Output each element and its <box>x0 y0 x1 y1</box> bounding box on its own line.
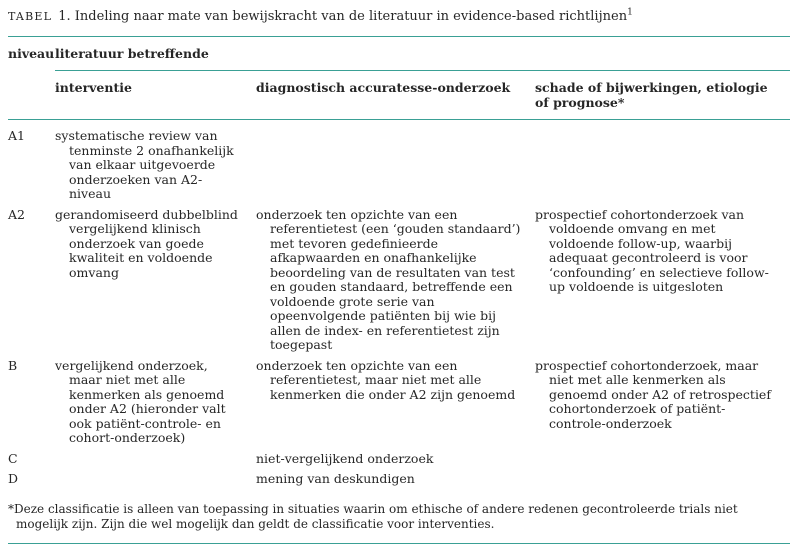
header-row-1 <box>8 37 790 71</box>
table-title-text: Indeling naar mate van bewijskracht van de literatuur in evidence-based richtlijnen <box>74 9 628 24</box>
interventie-cell: vergelijkend onderzoek, maar niet met alle kenmerken als genoemd onder A2 (hieronder valt ook patiënt-controle- en cohort-onderzoek) <box>55 357 226 445</box>
table-label: TABEL <box>8 10 53 23</box>
table-row-d <box>8 472 790 487</box>
interventie-header: interventie <box>55 80 132 95</box>
diagnostisch-cell: niet-vergelijkend onderzoek <box>256 450 434 466</box>
table-body <box>8 120 790 487</box>
schade-cell <box>535 129 790 202</box>
bottom-rule <box>8 543 790 544</box>
table-row-a1 <box>8 129 790 202</box>
schade-cell: prospectief cohortonderzoek, maar niet met alle kenmerken als genoemd onder A2 of retrospectief cohortonderzoek of patiënt-controle-onderzoek <box>535 357 771 431</box>
schade-cell: prospectief cohortonderzoek van voldoende omvang en met voldoende follow-up, waarbij adequaat gecontroleerd is voor ‘confounding’ en selectieve follow-up voldoende is uitgesloten <box>535 206 769 294</box>
niveau-cell: B <box>8 357 18 373</box>
schade-header: schade of bijwerkingen, etiologie of prognose* <box>535 80 768 110</box>
niveau-cell: C <box>8 450 18 466</box>
diagnostisch-cell: mening van deskundigen <box>256 471 415 486</box>
table-row-b <box>8 359 790 446</box>
diagnostisch-header: diagnostisch accuratesse-onderzoek <box>256 80 511 95</box>
table-number: 1. <box>58 9 71 24</box>
table-row-a2 <box>8 208 790 353</box>
schade-cell <box>535 452 790 467</box>
interventie-cell: gerandomiseerd dubbelblind vergelijkend klinisch onderzoek van goede kwaliteit en voldoende omvang <box>55 206 238 280</box>
table-row-c <box>8 452 790 467</box>
span-header: literatuur betreffende <box>55 37 790 71</box>
niveau-header: niveau <box>8 46 55 61</box>
table-footnote: *Deze classificatie is alleen van toepassing in situaties waarin om ethische of andere redenen gecontroleerde trials niet mogelijk zijn. Zijn die wel mogelijk dan geldt de classificatie voor interventies. <box>8 501 738 531</box>
diagnostisch-cell: onderzoek ten opzichte van een referentietest (een ‘gouden standaard’) met tevoren gedefinieerde afkapwaarden en onafhankelijke beoordeling van de resultaten van test en gouden standaard, betreffende een voldoende grote serie van opeenvolgende patiënten bij wie bij allen de index- en referentietest zijn toegepast <box>256 206 521 352</box>
niveau-cell: D <box>8 471 19 486</box>
niveau-cell: A1 <box>8 128 25 143</box>
interventie-cell <box>55 452 256 467</box>
table-title <box>8 8 790 26</box>
header-spacer <box>8 71 55 119</box>
header-row-2 <box>8 71 790 119</box>
niveau-cell: A2 <box>8 206 25 222</box>
interventie-cell <box>55 472 256 487</box>
schade-cell <box>535 472 790 487</box>
diagnostisch-cell <box>256 129 535 202</box>
diagnostisch-cell: onderzoek ten opzichte van een referentietest, maar niet met alle kenmerken die onder A2 zijn genoemd <box>256 357 516 402</box>
interventie-cell: systematische review van tenminste 2 onafhankelijk van elkaar uitgevoerde onderzoeken van A2-niveau <box>55 128 234 201</box>
title-superscript: 1 <box>627 7 633 18</box>
